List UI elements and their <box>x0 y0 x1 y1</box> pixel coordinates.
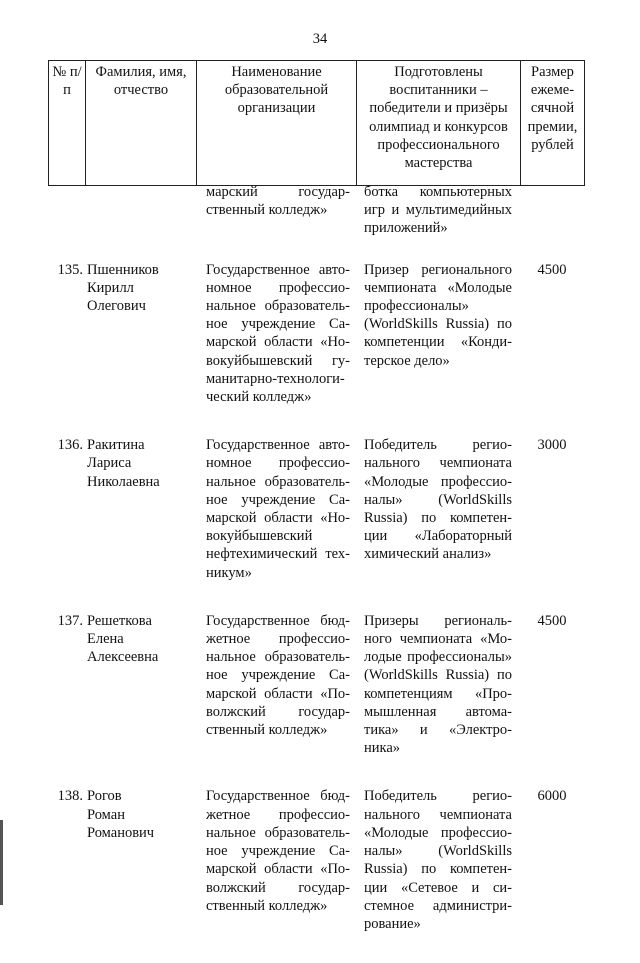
first-name: Кирилл <box>87 279 134 296</box>
patronymic: Олегович <box>87 298 146 315</box>
first-name: Роман <box>87 806 125 823</box>
table-row <box>48 787 584 963</box>
header-org: Наименование образовательной организации <box>197 61 357 186</box>
row-achievement: Призеры региональ-ного чемпионата «Мо-лодые профессионалы» (WorldSkills Russia) по компетенциям «Про-мышленная автома-тика» и «Электро-ника» <box>364 612 512 757</box>
row-name <box>85 261 196 437</box>
first-name: Елена <box>87 631 124 648</box>
surname: Ракитина <box>87 437 145 454</box>
row-org: Государственное авто-номное профессио-нальное образователь-ное учреждение Са-марской области «Но-вокуйбышевский нефтехимический тех-никум» <box>206 437 350 581</box>
header-achievement: Подготовлены воспитанники – победители и призёры олимпиад и конкурсов профессионального мастерства <box>357 61 521 186</box>
row-org: Государственное авто-номное профессио-нальное образователь-ное учреждение Са-марской области «Но-вокуйбышевский гу-манитарно-технологи-ческий колледж» <box>206 261 350 406</box>
surname: Решеткова <box>87 612 152 629</box>
row-name <box>85 787 196 963</box>
header-name: Фамилия, имя, отчество <box>86 61 197 186</box>
awardee-table <box>48 183 584 963</box>
patronymic: Алексеевна <box>87 649 159 666</box>
page-number: 34 <box>312 31 328 47</box>
surname: Рогов <box>87 788 122 805</box>
table-header <box>48 60 585 186</box>
row-prize: 3000 <box>537 437 567 454</box>
row-achievement: Призер регионального чемпионата «Молодые профессионалы» (WorldSkills Russia) по компетенции «Конди-терское дело» <box>364 261 512 369</box>
table-row-continuation <box>48 183 584 261</box>
table-row <box>48 436 584 612</box>
row-org: Государственное бюд-жетное профессио-нальное образователь-ное учреждение Са-марской области «По-волжский государ-ственный колледж» <box>206 612 350 739</box>
row-number: 138. <box>57 788 83 805</box>
row-org: Государственное бюд-жетное профессио-нальное образователь-ное учреждение Са-марской области «По-волжский государ-ственный колледж» <box>206 788 350 914</box>
row-prize: 4500 <box>537 261 567 278</box>
table-row <box>48 612 584 788</box>
row-name <box>85 436 196 612</box>
row-achievement: Победитель регио-нального чемпионата «Молодые профессио-налы» (WorldSkills Russia) по компетен-ции «Лабораторный химический анализ» <box>364 437 512 563</box>
table-row <box>48 261 584 437</box>
row-prize: 6000 <box>537 788 567 805</box>
row-number: 135. <box>57 261 83 278</box>
scan-edge-mark <box>0 820 3 905</box>
patronymic: Николаевна <box>87 473 160 490</box>
surname: Пшенников <box>87 261 159 278</box>
first-name: Лариса <box>87 455 132 472</box>
continuation-org: марский государ-ственный колледж» <box>206 184 350 219</box>
row-number: 137. <box>57 612 83 629</box>
row-achievement: Победитель регио-нального чемпионата «Молодые профессио-налы» (WorldSkills Russia) по компетен-ции «Сетевое и си-стемное администри-рование» <box>364 788 512 932</box>
row-prize: 4500 <box>537 612 567 629</box>
patronymic: Романович <box>87 824 155 841</box>
header-prize: Размер ежеме-сячной премии, рублей <box>521 61 585 186</box>
header-num: № п/п <box>49 61 86 186</box>
continuation-achievement: ботка компьютерных игр и мультимедийных приложений» <box>364 184 512 237</box>
row-name <box>85 612 196 788</box>
row-number: 136. <box>57 437 83 454</box>
